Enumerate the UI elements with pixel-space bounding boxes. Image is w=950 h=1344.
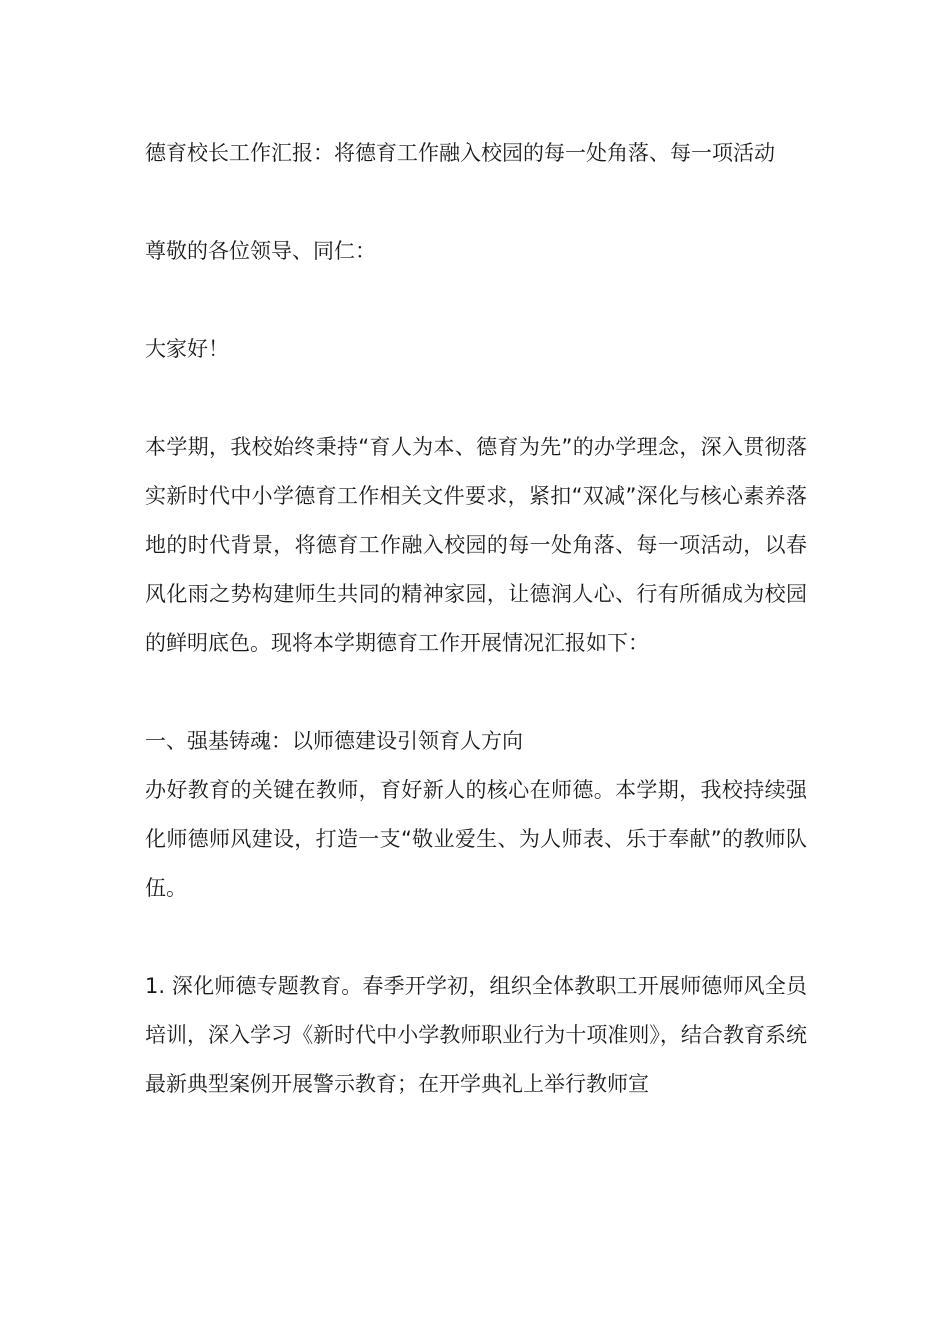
document-body [145,129,807,1109]
section-heading: 一、强基铸魂：以师德建设引领育人方向 [145,729,523,753]
section-paragraph: 办好教育的关键在教师，育好新人的核心在师德。本学期，我校持续强化师德师风建设，打造一支“敬业爱生、为人师表、乐于奉献”的教师队伍。 [145,778,807,900]
salutation: 大家好！ [145,337,229,361]
list-item: 1. 深化师德专题教育。春季开学初，组织全体教职工开展师德师风全员培训，深入学习《新时代中小学教师职业行为十项准则》，结合教育系统最新典型案例开展警示教育；在开学典礼上举行教师宣 [145,974,807,1096]
document-title: 德育校长工作汇报：将德育工作融入校园的每一处角落、每一项活动 [145,141,775,165]
intro-paragraph: 本学期，我校始终秉持“育人为本、德育为先”的办学理念，深入贯彻落实新时代中小学德育工作相关文件要求，紧扣“双减”深化与核心素养落地的时代背景，将德育工作融入校园的每一处角落、每一项活动，以春风化雨之势构建师生共同的精神家园，让德润人心、行有所循成为校园的鲜明底色。现将本学期德育工作开展情况汇报如下： [145,435,807,655]
greeting: 尊敬的各位领导、同仁： [145,239,376,263]
